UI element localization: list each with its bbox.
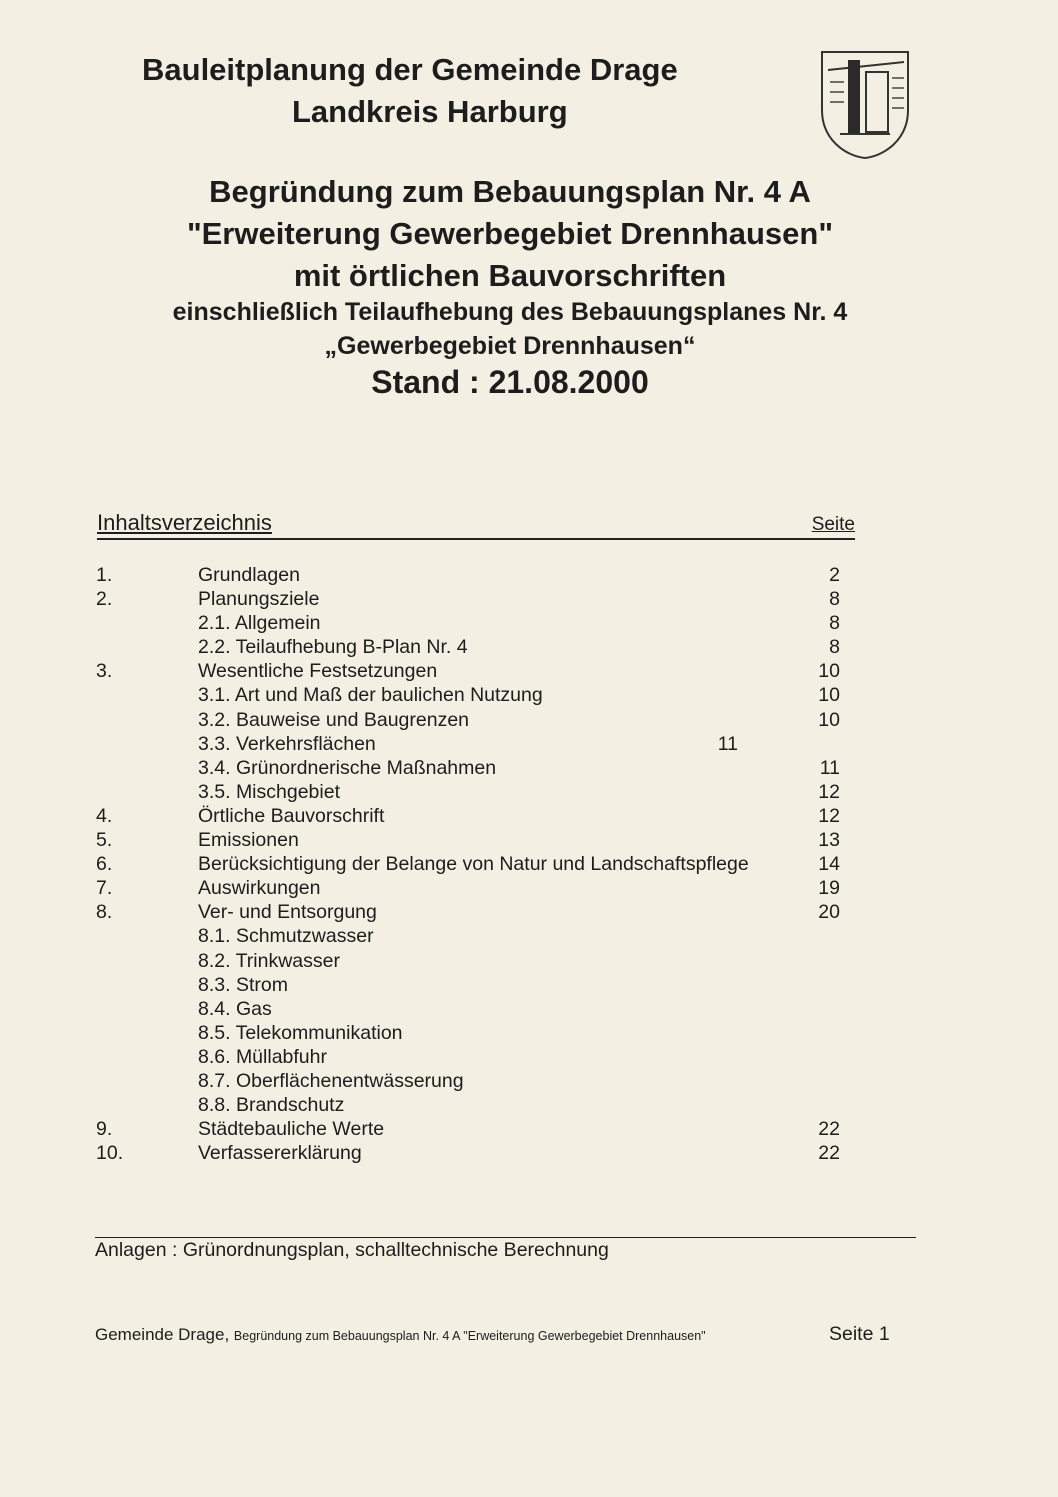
toc-page: 20 xyxy=(818,901,840,924)
toc-number: 1. xyxy=(96,564,113,586)
toc-entry: Emissionen xyxy=(198,829,299,852)
toc-number: 9. xyxy=(96,1118,113,1141)
page-number: Seite 1 xyxy=(829,1323,890,1345)
toc-entry: Städtebauliche Werte xyxy=(198,1118,385,1141)
footer-municipality: Gemeinde Drage, xyxy=(95,1325,230,1344)
toc-number: 3. xyxy=(96,660,113,683)
toc-number: 6. xyxy=(96,853,113,876)
toc-number: 5. xyxy=(96,829,113,852)
toc-number: 2. xyxy=(96,588,113,611)
toc-entry: Verfassererklärung xyxy=(198,1142,362,1165)
toc-page: 14 xyxy=(818,853,840,876)
attachments-divider xyxy=(95,1237,916,1238)
toc-row xyxy=(96,732,856,756)
title-line-3: mit örtlichen Bauvorschriften xyxy=(293,258,727,293)
toc-row xyxy=(96,587,856,611)
toc-number: 7. xyxy=(96,877,113,900)
toc-entry: 3.3. Verkehrsflächen xyxy=(198,732,376,755)
toc-row xyxy=(96,659,856,683)
toc-row xyxy=(96,1117,856,1141)
table-of-contents xyxy=(96,563,856,1165)
toc-entry: Örtliche Bauvorschrift xyxy=(198,804,385,827)
title-line-1: Begründung zum Bebauungsplan Nr. 4 A xyxy=(209,174,811,209)
document-date: Stand : 21.08.2000 xyxy=(371,364,649,400)
toc-page: 8 xyxy=(829,612,840,635)
toc-number: 10. xyxy=(96,1142,124,1165)
toc-entry: 2.1. Allgemein xyxy=(198,612,321,635)
toc-entry: 8.5. Telekommunikation xyxy=(198,1021,403,1044)
toc-row xyxy=(96,924,856,948)
toc-entry: 3.5. Mischgebiet xyxy=(198,780,340,803)
toc-page: 22 xyxy=(818,1142,840,1165)
toc-entry: Ver- und Entsorgung xyxy=(198,901,377,924)
toc-row xyxy=(96,780,856,804)
toc-entry: Planungsziele xyxy=(198,588,320,611)
toc-page: 8 xyxy=(829,588,840,611)
toc-entry: 3.2. Bauweise und Baugrenzen xyxy=(198,708,470,731)
toc-row xyxy=(96,1021,856,1045)
toc-number: 4. xyxy=(96,804,113,827)
title-line-2: "Erweiterung Gewerbegebiet Drennhausen" xyxy=(186,216,834,251)
toc-page: 10 xyxy=(818,684,840,707)
toc-page: 2 xyxy=(829,564,840,586)
toc-entry: 8.6. Müllabfuhr xyxy=(198,1045,327,1068)
toc-page-column-label: Seite xyxy=(811,514,855,535)
toc-row xyxy=(96,1093,856,1117)
toc-page: 13 xyxy=(818,829,840,852)
toc-page: 19 xyxy=(818,877,840,900)
toc-row xyxy=(96,804,856,828)
toc-row xyxy=(96,973,856,997)
toc-row xyxy=(96,635,856,659)
toc-row xyxy=(96,563,856,587)
toc-row xyxy=(96,876,856,900)
toc-entry: 8.8. Brandschutz xyxy=(198,1094,345,1117)
title-line-5: „Gewerbegebiet Drennhausen“ xyxy=(324,332,696,360)
attachments-note: Anlagen : Grünordnungsplan, schalltechnische Berechnung xyxy=(95,1239,609,1261)
toc-row xyxy=(96,756,856,780)
toc-page: 22 xyxy=(818,1118,840,1141)
toc-entry: 8.4. Gas xyxy=(198,997,272,1020)
toc-entry: Auswirkungen xyxy=(198,877,321,900)
toc-entry: 2.2. Teilaufhebung B-Plan Nr. 4 xyxy=(198,636,468,659)
toc-row xyxy=(96,708,856,732)
municipal-coat-of-arms-icon xyxy=(818,48,912,160)
toc-page: 8 xyxy=(829,636,840,659)
toc-entry: 3.4. Grünordnerische Maßnahmen xyxy=(198,756,497,779)
toc-entry: 8.2. Trinkwasser xyxy=(198,949,340,972)
toc-row xyxy=(96,900,856,924)
title-line-4: einschließlich Teilaufhebung des Bebauungsplanes Nr. 4 xyxy=(172,298,848,326)
toc-entry: 8.3. Strom xyxy=(198,973,288,996)
header-municipality: Bauleitplanung der Gemeinde Drage xyxy=(142,52,678,87)
footer-document-reference: Begründung zum Bebauungsplan Nr. 4 A "Erweiterung Gewerbegebiet Drennhausen" xyxy=(233,1329,706,1343)
toc-row xyxy=(96,1141,856,1165)
toc-page: 12 xyxy=(818,780,840,803)
toc-row xyxy=(96,683,856,707)
toc-header xyxy=(97,510,855,540)
toc-row xyxy=(96,852,856,876)
toc-row xyxy=(96,828,856,852)
toc-row xyxy=(96,1069,856,1093)
toc-entry: 3.1. Art und Maß der baulichen Nutzung xyxy=(198,684,543,707)
header-district: Landkreis Harburg xyxy=(292,94,568,129)
toc-page: 11 xyxy=(819,756,840,779)
toc-entry: Grundlagen xyxy=(198,564,300,586)
toc-row xyxy=(96,1045,856,1069)
toc-heading: Inhaltsverzeichnis xyxy=(97,510,272,535)
toc-page: 12 xyxy=(818,804,840,827)
toc-entry: Wesentliche Festsetzungen xyxy=(198,660,438,683)
toc-page: 11 xyxy=(717,732,738,755)
toc-entry: 8.7. Oberflächenentwässerung xyxy=(198,1069,464,1092)
toc-row xyxy=(96,611,856,635)
toc-page: 10 xyxy=(818,660,840,683)
toc-row xyxy=(96,997,856,1021)
toc-entry: 8.1. Schmutzwasser xyxy=(198,925,374,948)
toc-row xyxy=(96,949,856,973)
toc-number: 8. xyxy=(96,901,113,924)
page-footer xyxy=(95,1325,706,1345)
toc-page: 10 xyxy=(818,708,840,731)
toc-entry: Berücksichtigung der Belange von Natur und Landschaftspflege xyxy=(198,853,749,876)
